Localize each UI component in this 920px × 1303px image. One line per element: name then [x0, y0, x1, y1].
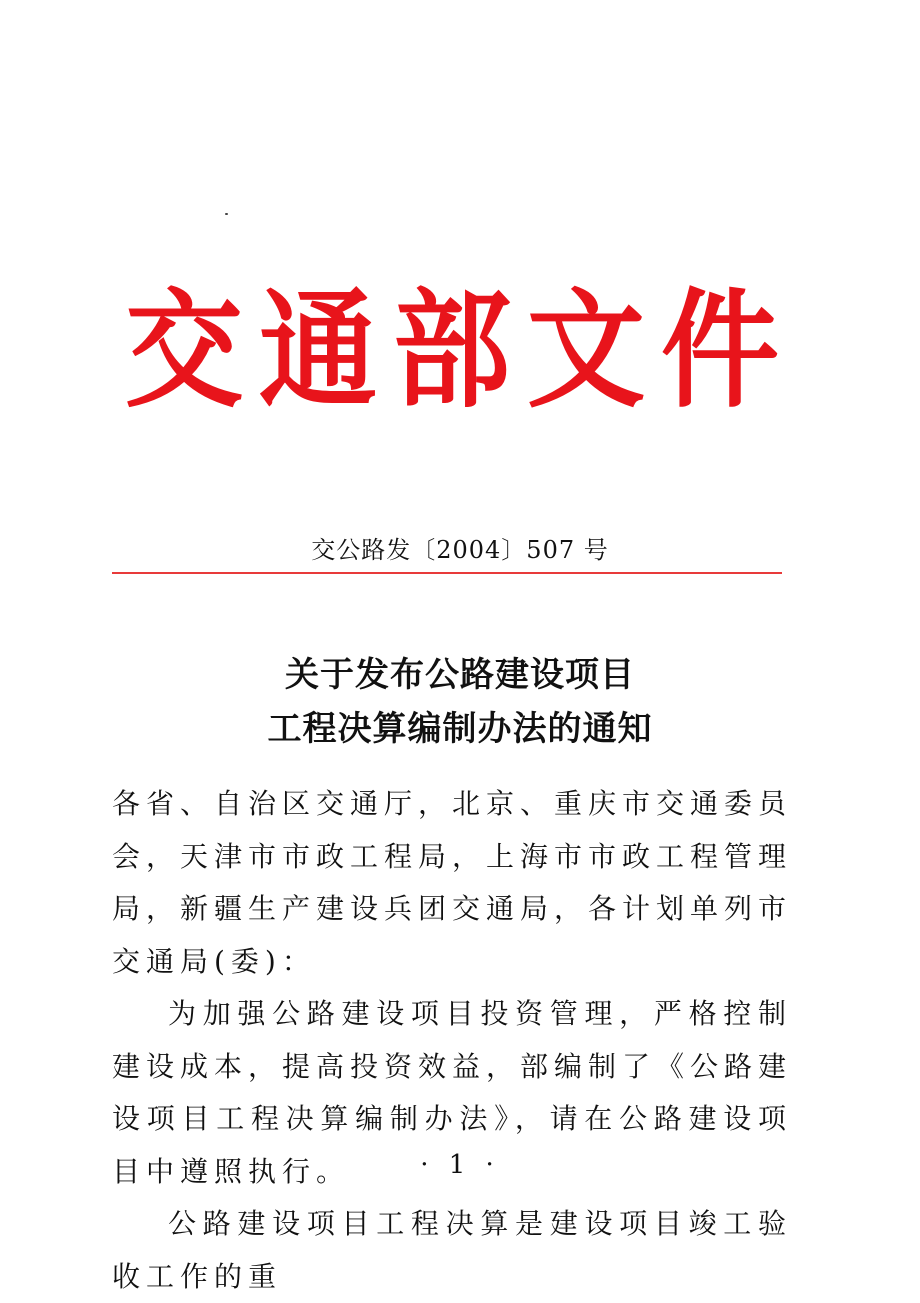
- notice-title-line-2: 工程决算编制办法的通知: [267, 709, 653, 749]
- body-paragraph-1: 为加强公路建设项目投资管理，严格控制建设成本，提高投资效益，部编制了《公路建设项目工程决算编制办法》，请在公路建设项目中遵照执行。: [112, 997, 793, 1188]
- notice-title-line-1: 关于发布公路建设项目: [285, 655, 635, 695]
- notice-title: [0, 648, 920, 756]
- red-separator-line: [112, 572, 782, 574]
- notice-body: [112, 778, 792, 1303]
- addressee-paragraph: 各省、自治区交通厅，北京、重庆市交通委员会，天津市市政工程局，上海市市政工程管理局，新疆生产建设兵团交通局，各计划单列市交通局(委)：: [112, 787, 793, 978]
- masthead-title: 交通部文件: [124, 275, 795, 425]
- page-number: · 1 ·: [420, 1150, 500, 1180]
- scan-speck: [225, 213, 228, 215]
- document-number: 交公路发〔2004〕507 号: [311, 536, 609, 564]
- body-paragraph-2: 公路建设项目工程决算是建设项目竣工验收工作的重: [112, 1207, 792, 1293]
